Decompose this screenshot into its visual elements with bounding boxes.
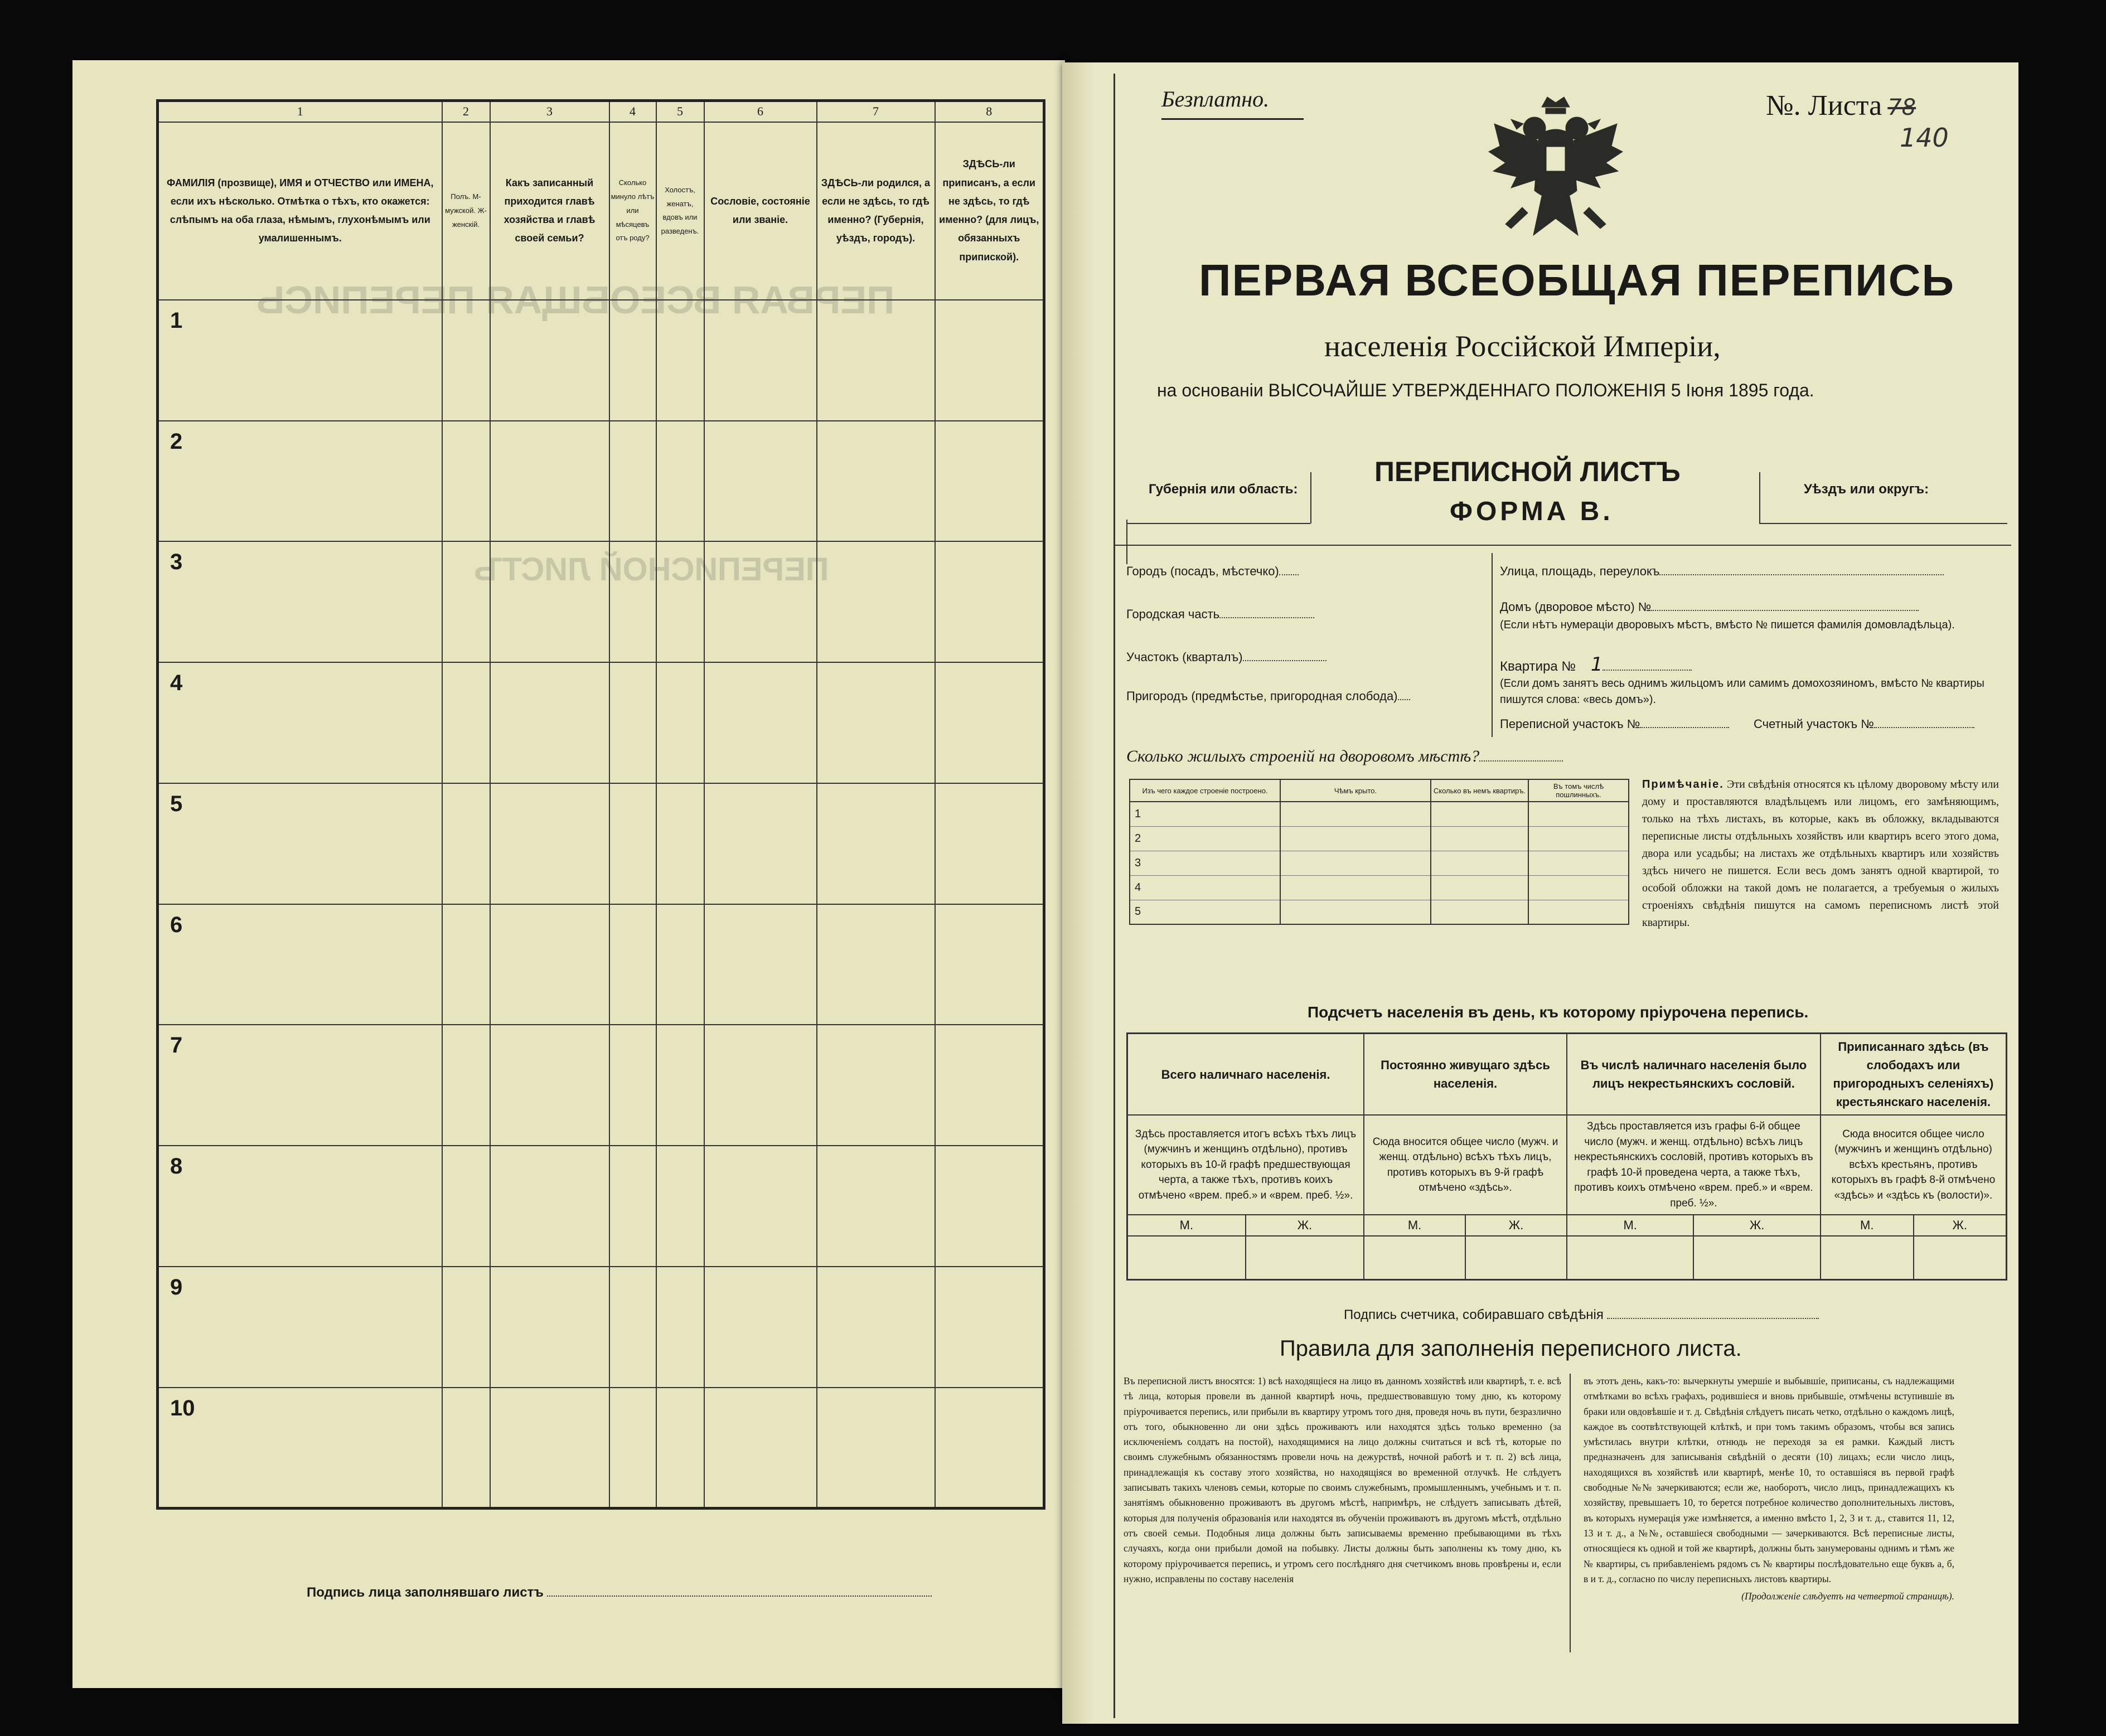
census-cell[interactable] [704,662,817,783]
census-cell[interactable] [704,421,817,542]
census-cell[interactable] [817,1267,935,1388]
census-cell[interactable] [704,541,817,662]
census-cell[interactable] [490,1388,609,1509]
census-cell[interactable] [442,662,490,783]
address-quarter-label: Участокъ (кварталъ) [1126,649,1326,665]
buildings-cell[interactable] [1280,826,1431,851]
left-page [72,60,1065,1688]
buildings-question: Сколько жилыхъ строеній на дворовомъ мѣстѣ? [1126,747,1563,766]
census-cell[interactable] [442,421,490,542]
column-number: 7 [817,101,935,122]
apartment-note: (Если домъ занятъ весь однимъ жильцомъ или самимъ домохозяиномъ, вмѣсто № квартиры пишутся слова: «весь домъ»). [1500,677,1984,706]
census-cell[interactable] [609,1267,656,1388]
pop-header-present: Всего наличнаго населенія. [1127,1034,1364,1116]
address-district-label: Городская часть [1126,606,1314,622]
census-cell[interactable] [704,1267,817,1388]
pop-male-label: М. [1364,1215,1465,1236]
pop-desc-permanent: Сюда вносится общее число (мужч. и женщ. отдѣльно) всѣхъ тѣхъ лицъ, противъ которыхъ въ 9-й графѣ отмѣчено «здѣсь». [1364,1115,1567,1215]
column-number: 4 [609,101,656,122]
census-cell[interactable] [656,541,704,662]
pop-header-permanent: Постоянно живущаго здѣсь населенія. [1364,1034,1567,1116]
census-row-number[interactable]: 5 [158,783,442,904]
census-cell[interactable] [935,1146,1044,1267]
column-header-row [158,122,1044,300]
signature-field[interactable] [547,1596,932,1597]
pop-value-cell[interactable] [1693,1236,1820,1279]
census-cell[interactable] [935,783,1044,904]
counter-signature-label: Подпись счетчика, собиравшаго свѣдѣнія [1344,1307,1604,1322]
census-entry-table [156,99,1045,1510]
document-title: ПЕРВАЯ ВСЕОБЩАЯ ПЕРЕПИСЬ [1199,255,1955,305]
column-header-estate: Сословіе, состояніе или званіе. [704,122,817,300]
province-field[interactable] [1126,523,1310,524]
pop-male-label: М. [1567,1215,1693,1236]
census-cell[interactable] [490,541,609,662]
census-cell[interactable] [817,541,935,662]
census-cell[interactable] [490,1267,609,1388]
buildings-cell[interactable] [1431,875,1528,900]
pop-desc-non-peasant: Здѣсь проставляется изъ графы 6-й общее число (мужч. и женщ. отдѣльно) всѣхъ лицъ некрестьянскихъ сословій, противъ которыхъ въ графѣ 10-й проведена черта, а также тѣхъ, противъ коихъ отмѣчено «врем. преб.» и «врем. преб. ½». [1567,1115,1821,1215]
census-cell[interactable] [704,1146,817,1267]
column-header-birthplace: ЗДѢСЬ-ли родился, а если не здѣсь, то гдѣ именно? (Губернія, уѣздъ, городъ). [817,122,935,300]
census-cell[interactable] [490,904,609,1025]
census-row-number[interactable]: 3 [158,541,442,662]
census-cell[interactable] [704,1025,817,1146]
right-page [1062,62,2018,1724]
buildings-note [1642,776,1999,932]
census-cell[interactable] [817,783,935,904]
pop-desc-present: Здѣсь проставляется итогъ всѣхъ тѣхъ лицъ (мужчинъ и женщинъ отдѣльно), противъ которыхъ въ 10-й графѣ предшествующая черта, а также тѣхъ, противъ коихъ отмѣчено «врем. преб.» и «врем. преб. ½». [1127,1115,1364,1215]
document-subtitle: населенія Россійской Имперіи, [1324,329,1721,363]
buildings-row [1130,875,1629,900]
province-label: Губернія или область: [1149,482,1298,497]
census-cell[interactable] [656,662,704,783]
buildings-header-taxed: Въ томъ числѣ пошлинныхъ. [1528,779,1629,802]
buildings-cell[interactable] [1528,851,1629,875]
buildings-cell[interactable] [1280,900,1431,924]
census-row-number[interactable]: 7 [158,1025,442,1146]
form-title: ПЕРЕПИСНОЙ ЛИСТЪ [1374,456,1681,487]
population-table [1126,1032,2007,1281]
census-cell[interactable] [442,904,490,1025]
rule-line [1310,472,1311,523]
pop-female-label: Ж. [1914,1215,2007,1236]
rules-divider [1570,1374,1571,1652]
rule-line [1126,520,1127,564]
buildings-cell[interactable] [1528,900,1629,924]
census-row [158,421,1044,542]
address-city-label: Городъ (посадъ, мѣстечко) [1126,563,1299,579]
column-number: 2 [442,101,490,122]
pop-female-label: Ж. [1465,1215,1567,1236]
buildings-row-number[interactable]: 3 [1130,851,1280,875]
census-cell[interactable] [935,662,1044,783]
sheet-number-new[interactable]: 140 [1900,123,1949,153]
column-header-name: ФАМИЛІЯ (прозвище), ИМЯ и ОТЧЕСТВО или ИМЕНА, если ихъ нѣсколько. Отмѣтка о тѣхъ, кто окажется: слѣпымъ на оба глаза, нѣмымъ, глухонѣмымъ или умалишеннымъ. [158,122,442,300]
census-cell[interactable] [442,783,490,904]
census-cell[interactable] [656,300,704,421]
form-code: ФОРМА В. [1450,497,1614,526]
buildings-cell[interactable] [1528,802,1629,826]
census-cell[interactable] [609,300,656,421]
pop-value-cell[interactable] [1127,1236,1246,1279]
column-number-row [158,101,1044,122]
census-row-number[interactable]: 2 [158,421,442,542]
census-row [158,1267,1044,1388]
buildings-row-number[interactable]: 4 [1130,875,1280,900]
buildings-cell[interactable] [1431,802,1528,826]
census-cell[interactable] [935,1267,1044,1388]
buildings-table [1129,779,1629,925]
bleed-through-text: ПЕРВАЯ ВСЕОБЩАЯ ПЕРЕПИСЬ [256,278,895,322]
census-cell[interactable] [817,1146,935,1267]
census-row [158,783,1044,904]
rule-line [1113,545,2011,546]
buildings-header-material: Изъ чего каждое строеніе построено. [1130,779,1280,802]
census-cell[interactable] [817,300,935,421]
house-label: Домъ (дворовое мѣсто) № [1500,599,1919,614]
census-cell[interactable] [935,1388,1044,1509]
census-row [158,1146,1044,1267]
census-row-number[interactable]: 6 [158,904,442,1025]
district-label: Уѣздъ или округъ: [1804,482,1929,497]
census-cell[interactable] [609,783,656,904]
signature-line [307,1585,932,1601]
census-cell[interactable] [609,1146,656,1267]
census-row-number[interactable]: 10 [158,1388,442,1509]
rule-line [1759,472,1760,523]
buildings-cell[interactable] [1280,851,1431,875]
census-cell[interactable] [656,1267,704,1388]
pop-female-label: Ж. [1693,1215,1820,1236]
census-cell[interactable] [656,1146,704,1267]
signature-label: Подпись лица заполнявшаго листъ [307,1585,544,1600]
census-cell[interactable] [704,300,817,421]
buildings-cell[interactable] [1431,826,1528,851]
free-label-underline [1161,118,1304,120]
census-cell[interactable] [609,421,656,542]
bleed-through-text: ПЕРЕПИСНОЙ ЛИСТЪ [474,551,829,588]
pop-value-cell[interactable] [1364,1236,1465,1279]
buildings-cell[interactable] [1431,900,1528,924]
census-cell[interactable] [817,1388,935,1509]
buildings-cell[interactable] [1280,875,1431,900]
district-field[interactable] [1759,523,2007,524]
buildings-row-number[interactable]: 2 [1130,826,1280,851]
imperial-eagle-icon [1483,85,1628,246]
census-row-number[interactable]: 1 [158,300,442,421]
population-title: Подсчетъ населенія въ день, къ которому пріурочена перепись. [1308,1003,1809,1021]
free-label: Безплатно. [1161,86,1269,112]
census-cell[interactable] [490,1146,609,1267]
census-row [158,662,1044,783]
census-cell[interactable] [935,300,1044,421]
census-cell[interactable] [490,662,609,783]
census-cell[interactable] [490,300,609,421]
census-row [158,904,1044,1025]
note-lead: Примѣчаніе. [1642,778,1724,791]
census-row [158,300,1044,421]
column-header-age: Сколько минуло лѣтъ или мѣсяцевъ отъ роду? [609,122,656,300]
census-cell[interactable] [817,904,935,1025]
buildings-row-number[interactable]: 5 [1130,900,1280,924]
census-cell[interactable] [656,783,704,904]
buildings-row [1130,826,1629,851]
buildings-header-roof: Чѣмъ крыто. [1280,779,1431,802]
census-cell[interactable] [490,421,609,542]
census-row [158,541,1044,662]
apartment-label: Квартира № 1 [1500,653,1692,676]
column-number: 5 [656,101,704,122]
house-note: (Если нѣтъ нумераціи дворовыхъ мѣстъ, вмѣсто № пишется фамилія домовладѣльца). [1500,619,1955,631]
page-fold-shadow [1062,62,1093,1724]
column-number: 1 [158,101,442,122]
census-cell[interactable] [935,541,1044,662]
column-number: 6 [704,101,817,122]
pop-value-cell[interactable] [1567,1236,1693,1279]
sheet-number: №. Листа 78 140 [1766,90,1949,153]
street-label: Улица, площадь, переулокъ [1500,563,1944,579]
rules-column-right [1584,1374,1954,1604]
census-cell[interactable] [609,662,656,783]
pop-value-cell[interactable] [1246,1236,1364,1279]
census-cell[interactable] [935,904,1044,1025]
census-cell[interactable] [817,421,935,542]
pop-value-cell[interactable] [1465,1236,1567,1279]
census-row-number[interactable]: 9 [158,1267,442,1388]
census-cell[interactable] [817,662,935,783]
census-cell[interactable] [442,1267,490,1388]
buildings-row [1130,851,1629,875]
pop-male-label: М. [1127,1215,1246,1236]
census-cell[interactable] [704,904,817,1025]
rule-line [1492,553,1493,737]
census-cell[interactable] [442,1025,490,1146]
census-cell[interactable] [817,1025,935,1146]
buildings-header-apartments: Сколько въ немъ квартиръ. [1431,779,1528,802]
census-cell[interactable] [704,783,817,904]
count-section-label: Счетный участокъ № [1754,716,1974,731]
note-text: Эти свѣдѣнія относятся къ цѣлому дворовому мѣсту или дому и проставляются владѣльцемъ или лицомъ, его замѣняющимъ, только на тѣхъ листахъ, въ которые, какъ въ обложку, вкладываются переписные листы отдѣльныхъ хозяйствъ или квартиръ всего этого дома, двора или усадьбы; на листахъ же отдѣльныхъ квартиръ или хозяйствъ здѣсь ничего не пишется. Если весь домъ занятъ одной квартирой, то особой обложки на такой домъ не полагается, а требуемыя о жилыхъ строеніяхъ свѣдѣнія пишутся на самомъ переписномъ листѣ этой квартиры. [1642,778,1999,929]
census-cell[interactable] [609,1388,656,1509]
census-cell[interactable] [935,421,1044,542]
pop-female-label: Ж. [1246,1215,1364,1236]
census-section-label: Переписной участокъ № [1500,716,1729,731]
pop-header-peasant: Приписаннаго здѣсь (въ слободахъ или пригородныхъ селеніяхъ) крестьянскаго населенія. [1821,1034,2007,1116]
counter-signature-field[interactable] [1607,1307,1819,1319]
buildings-cell[interactable] [1528,875,1629,900]
column-number: 3 [490,101,609,122]
census-cell[interactable] [442,541,490,662]
rules-continued: (Продолженіе слѣдуетъ на четвертой страницѣ). [1741,1590,1954,1602]
sheet-number-old: 78 [1887,95,1916,120]
counter-signature-line [1344,1307,1819,1323]
pop-value-cell[interactable] [1821,1236,1914,1279]
rules-right-text: въ этотъ день, какъ-то: вычеркнуты умершіе и выбывшіе, приписаны, съ надлежащими отмѣтками во всѣхъ графахъ, родившіеся и вновь прибывшіе, отмѣчены вступившіе въ браки или овдовѣвшіе и т. д. Свѣдѣнія слѣдуетъ писать четко, отдѣльно о каждомъ лицѣ, каждое въ соотвѣтствующей клѣткѣ, и при томъ такимъ образомъ, чтобы вся запись умѣстилась внутри клѣтки, отнюдь не переходя за ея рамки. Каждый листъ предназначенъ для записыванія свѣдѣній о десяти (10) лицахъ; если число лицъ, находящихся въ хозяйствѣ или квартирѣ, менѣе 10, то оставшіяся въ первой графѣ свободные №№ зачеркиваются; если же, наоборотъ, число лицъ, принадлежащихъ къ хозяйству, превышаетъ 10, то берется потребное количество дополнительныхъ листовъ, въ которыхъ нумерація уже измѣняется, а именно вмѣсто 1, 2, 3 и т. д., ставится 11, 12, 13 и т. д., а №№, оставшіеся свободными — зачеркиваются. Всѣ переписные листы, относящіеся къ одной и той же квартирѣ, должны быть занумерованы однимъ и тѣмъ же № квартиры, съ прибавленіемъ рядомъ съ № квартиры послѣдовательно еще буквъ а, б, в и т. д., согласно по числу переписныхъ листовъ квартиры. [1584,1375,1954,1584]
column-header-sex: Полъ. М-мужской. Ж-женскій. [442,122,490,300]
pop-desc-peasant: Сюда вносится общее число (мужчинъ и женщинъ отдѣльно) всѣхъ крестьянъ, противъ которыхъ въ графѣ 8-й отмѣчено «здѣсь» и «здѣсь къ (волости)». [1821,1115,2007,1215]
census-cell[interactable] [490,783,609,904]
column-number: 8 [935,101,1044,122]
binding-margin-line [1113,74,1115,1718]
census-cell[interactable] [656,421,704,542]
column-header-relation: Какъ записанный приходится главѣ хозяйства и главѣ своей семьи? [490,122,609,300]
census-row [158,1388,1044,1509]
column-header-marital: Холостъ, женатъ, вдовъ или разведенъ. [656,122,704,300]
census-cell[interactable] [442,1146,490,1267]
address-suburb-label: Пригородъ (предмѣстье, пригородная слобода) [1126,688,1410,704]
buildings-cell[interactable] [1431,851,1528,875]
pop-header-non-peasant: Въ числѣ наличнаго населенія было лицъ некрестьянскихъ сословій. [1567,1034,1821,1116]
census-cell[interactable] [656,1388,704,1509]
census-cell[interactable] [490,1025,609,1146]
census-cell[interactable] [609,541,656,662]
census-row-number[interactable]: 8 [158,1146,442,1267]
rules-column-left: Въ переписной листъ вносятся: 1) всѣ находящіеся на лицо въ данномъ хозяйствѣ или квартирѣ, т. е. всѣ тѣ лица, которыя провели въ данной квартирѣ ночь, предшествовавшую тому дню, къ которому пріурочивается перепись, или прибыли въ квартиру утромъ того дня, проведя ночь въ пути, безразлично отъ того, обыкновенно ли они здѣсь проживаютъ или находятся здѣсь только временно (за исключеніемъ солдатъ на постой), находящимися на лицо должны считаться и всѣ тѣ, которые по своимъ служебнымъ обязанностямъ провели ночь на дежурствѣ, ночной работѣ и т. п. 2) всѣ лица, принадлежащія къ составу этого хозяйства, но находящіяся во временной отлучкѣ. Не слѣдуетъ записывать такихъ членовъ семьи, которые по своимъ служебнымъ, промышленнымъ, учебнымъ и т. п. занятіямъ обыкновенно проживаютъ въ другомъ мѣстѣ, напримѣръ, не слѣдуетъ записывать дѣтей, которыя для полученія образованія или находятся въ обученіи проживаютъ въ другомъ мѣстѣ, отдѣльно отъ своей семьи. Подобныя лица должны быть записываемы временно пребывающими въ тѣхъ случаяхъ, когда они прибыли домой на побывку. Листы должны быть заполнены къ тому дню, къ которому пріурочивается перепись, и утромъ сего послѣдняго дня счетчикомъ вновь провѣрены и, если нужно, исправлены по составу населенія [1124,1375,1561,1584]
census-cell[interactable] [609,1025,656,1146]
column-header-registration: ЗДѢСЬ-ли приписанъ, а если не здѣсь, то гдѣ именно? (для лицъ, обязанныхъ припиской). [935,122,1044,300]
buildings-row [1130,900,1629,924]
legal-basis: на основаніи ВЫСОЧАЙШЕ УТВЕРЖДЕННАГО ПОЛОЖЕНІЯ 5 Іюня 1895 года. [1157,380,1814,400]
census-cell[interactable] [656,1025,704,1146]
census-row-number[interactable]: 4 [158,662,442,783]
census-cell[interactable] [935,1025,1044,1146]
buildings-cell[interactable] [1280,802,1431,826]
census-cell[interactable] [656,904,704,1025]
census-cell[interactable] [442,300,490,421]
census-row [158,1025,1044,1146]
buildings-cell[interactable] [1528,826,1629,851]
pop-value-cell[interactable] [1914,1236,2007,1279]
apartment-value[interactable]: 1 [1590,653,1603,676]
census-cell[interactable] [442,1388,490,1509]
census-cell[interactable] [704,1388,817,1509]
census-cell[interactable] [609,904,656,1025]
pop-male-label: М. [1821,1215,1914,1236]
buildings-row-number[interactable]: 1 [1130,802,1280,826]
buildings-row [1130,802,1629,826]
rules-title: Правила для заполненія переписного листа. [1280,1336,1742,1361]
